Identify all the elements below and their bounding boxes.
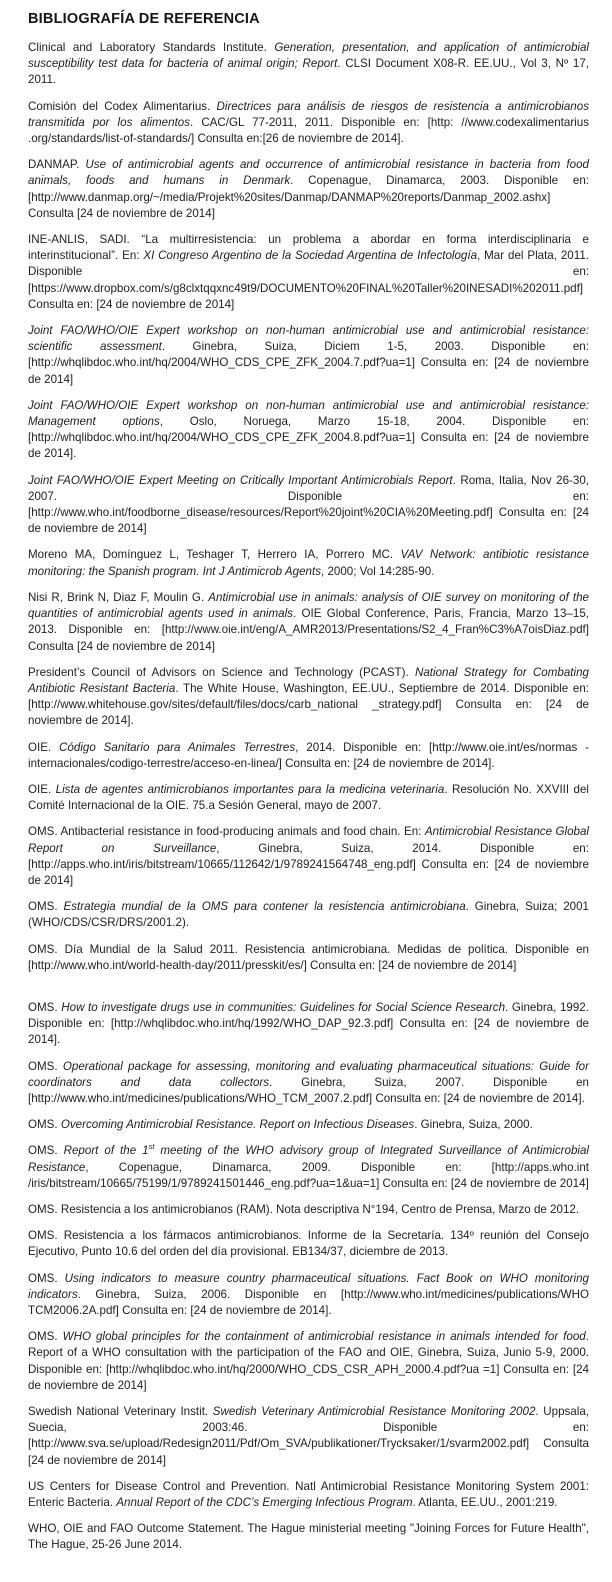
reference-entry (28, 1479, 589, 1511)
reference-text-segment: . Roma, Italia, Nov 26-30, 2007. Disponible en: [http://www.who.int/foodborne_disease/resources/Report%20joint%20CIA%20Meeting.pdf] Consulta en: [24 de noviembre de 2014] (28, 473, 589, 536)
reference-text-segment: WHO global principles for the containment of antimicrobial resistance in animals intended for food (62, 1330, 586, 1344)
reference-text-segment: Using indicators to measure country pharmaceutical situations. Fact Book on WHO monitoring indicators (28, 1271, 589, 1301)
reference-entry (28, 1521, 589, 1553)
reference-text-segment: US Centers for Disease Control and Prevention. Natl Antimicrobial Resistance Monitoring System 2001: Enteric Bacteria. (28, 1479, 589, 1510)
reference-text-segment: . Ginebra, Suiza, 2007. Disponible en [http://www.who.int/medicines/publications/WHO_TCM_2007.2.pdf] Consulta en: [24 de noviembre de 2014]. (28, 1075, 589, 1105)
reference-entry (28, 1271, 589, 1320)
reference-text-segment: . Ginebra, Suiza, 2000. (414, 1118, 533, 1132)
reference-text-segment: Swedish National Veterinary Instit. (28, 1405, 213, 1419)
reference-text-segment: OMS. (28, 1330, 63, 1344)
reference-entry (28, 1202, 589, 1218)
reference-text-segment: . Atlanta, EE.UU., 2001:219. (412, 1496, 558, 1510)
reference-text-segment: OMS. (28, 1000, 62, 1014)
reference-text-segment: WHO, OIE and FAO Outcome Statement. The Hague ministerial meeting "Joining Forces for Future Health", The Hague, 25-26 June 2014. (28, 1522, 589, 1552)
reference-text-segment: Joint FAO/WHO/OIE Expert Meeting on Critically Important Antimicrobials Report (28, 473, 453, 487)
reference-text-segment: . Copenague, Dinamarca, 2003. Disponible en: [http://www.danmap.org/~/media/Projekt%20sites/Danmap/DANMAP%20reports/Danmap_2002.ashx] Consulta [24 de noviembre de 2014] (28, 174, 589, 220)
reference-entry (28, 40, 589, 89)
reference-entry (28, 1059, 589, 1108)
reference-text-segment: Código Sanitario para Animales Terrestres (59, 740, 296, 754)
reference-text-segment: , 2014. Disponible en: [http://www.oie.int/es/normas -internacionales/codigo-terrestre/acceso-en-linea/] Consulta en: [24 de noviembre de 2014]. (28, 740, 589, 770)
reference-text-segment: XI Congreso Argentino de la Sociedad Argentina de Infectología (143, 249, 478, 263)
reference-entry (28, 1000, 589, 1049)
reference-text-segment: . Ginebra, Suiza, Diciem 1-5, 2003. Disponible en: [http://whqlibdoc.who.int/hq/2004/WHO_CDS_CPE_ZFK_2004.7.pdf?ua=1] Consulta en: [24 de noviembre de 2014] (28, 340, 589, 386)
reference-text-segment: OMS. (28, 1271, 65, 1285)
reference-text-segment: Operational package for assessing, monitoring and evaluating pharmaceutical situations: Guide for coordinators and data collectors (28, 1059, 589, 1089)
reference-text-segment: . Resolución No. XXVIII del Comité Internacional de la OIE. 75.a Sesión General, mayo de 2007. (28, 782, 590, 813)
reference-entry (28, 1329, 589, 1394)
reference-text-segment: Moreno MA, Domínguez L, Teshager T, Herrero IA, Porrero MC. (28, 548, 401, 562)
reference-text-segment: Estrategia mundial de la OMS para contener la resistencia antimicrobiana (63, 900, 466, 914)
reference-text-segment: OMS. Resistencia a los antimicrobianos (RAM). Nota descriptiva N°194, Centro de Prensa, Marzo de 2012. (28, 1202, 580, 1216)
page-title: BIBLIOGRAFÍA DE REFERENCIA (28, 11, 260, 27)
reference-text-segment: . Ginebra, 1992. Disponible en: [http://whqlibdoc.who.int/hq/1992/WHO_DAP_92.3.pdf] Consulta en: [24 de noviembre de 2014]. (28, 1000, 589, 1047)
reference-text-segment: , Copenague, Dinamarca, 2009. Disponible en: [http://apps.who.int /iris/bitstream/10665/75199/1/9789241501446_eng.pdf?ua=1&ua=1] Consulta en: [24 de noviembre de 2014] (28, 1160, 589, 1190)
reference-text-segment: . CLSI Document X08-R. EE.UU., Vol 3, Nº 17, 2011. (28, 57, 590, 87)
reference-entry (28, 323, 589, 388)
reference-entry (28, 740, 589, 772)
reference-text-segment: Generation, presentation, and application of antimicrobial susceptibility test data for bacteria of animal origin; Report (28, 41, 590, 71)
reference-entry (28, 99, 589, 148)
reference-text-segment: Report of the 1 (63, 1144, 149, 1158)
reference-entry (28, 665, 589, 730)
reference-text-segment: , Mar del Plata, 2011. Disponible en: [https://www.dropbox.com/s/g8clxtqqxnc49t9/DOCUMENTO%20FINAL%20Taller%20INESADI%202011.pdf] Consulta en: [24 de noviembre de 2014] (28, 249, 590, 311)
reference-entry (28, 232, 589, 313)
reference-text-segment: , Ginebra, Suiza, 2014. Disponible en: [http://apps.who.int/iris/bitstream/10665/112642/1/9789241564748_eng.pdf] Consulta en: [24 de noviembre de 2014] (28, 841, 589, 887)
reference-text-segment: Overcoming Antimicrobial Resistance. Report on Infectious Diseases (60, 1118, 415, 1132)
reference-entry (28, 547, 589, 579)
reference-text-segment: Swedish Veterinary Antimicrobial Resistance Monitoring 2002 (212, 1405, 536, 1419)
reference-text-segment: How to investigate drugs use in communities: Guidelines for Social Science Research (61, 1000, 506, 1014)
reference-text-segment: OMS. (28, 1118, 61, 1132)
reference-text-segment: OMS. (28, 900, 64, 914)
reference-text-segment: Joint FAO/WHO/OIE Expert workshop on non-human antimicrobial use and antimicrobial resistance: Management options (28, 398, 589, 429)
reference-entry (28, 824, 589, 889)
reference-text-segment: OMS. (28, 1144, 64, 1158)
reference-entry (28, 157, 589, 222)
reference-text-segment: st (148, 1142, 155, 1152)
reference-text-segment: INE-ANLIS, SADI. “La multirresistencia: un problema a abordar en forma interdisciplinaria e interinstitucional”. En: (28, 233, 589, 263)
reference-entry (28, 398, 589, 463)
reference-text-segment: . Ginebra, Suiza, 2006. Disponible en [http://www.who.int/medicines/publications/WHO TCM2006.2A.pdf] Consulta en: [24 de noviembre de 2014]. (28, 1287, 589, 1317)
reference-text-segment: VAV Network: antibiotic resistance monitoring: the Spanish program. Int J Antimicrob Agents (28, 548, 590, 578)
reference-text-segment: OIE. (28, 740, 60, 754)
reference-text-segment: OMS. Día Mundial de la Salud 2011. Resistencia antimicrobiana. Medidas de política. Disponible en [http://www.who.int/world-health-day/2011/presskit/es/] Consulta en: [24 de noviembre de 2014] (28, 942, 589, 972)
reference-text-segment: Lista de agentes antimicrobianos importantes para la medicina veterinaria (55, 782, 445, 796)
reference-text-segment: Joint FAO/WHO/OIE Expert workshop on non-human antimicrobial use and antimicrobial resistance: scientific assessment (28, 324, 589, 354)
reference-text-segment: DANMAP. (28, 158, 86, 172)
reference-text-segment: OMS. (28, 1059, 63, 1073)
reference-entry (28, 590, 589, 655)
reference-text-segment: National Strategy for Combating Antibiotic Resistant Bacteria (28, 665, 589, 695)
reference-text-segment: , 2000; Vol 14:285-90. (321, 564, 435, 578)
reference-text-segment: OIE. (28, 782, 56, 796)
reference-text-segment: . Report of a WHO consultation with the participation of the FAO and OIE, Ginebra, Suiza, Junio 5-9, 2000. Disponible en: [http://whqlibdoc.who.int/hq/2000/WHO_CDS_CSR_APH_2000.4.pdf?ua =1] Consulta en: [24 de noviembre de 2014] (28, 1330, 589, 1392)
reference-text-segment: Clinical and Laboratory Standards Institute. (28, 41, 275, 54)
reference-text-segment: . Uppsala, Suecia, 2003:46. Disponible en: [http://www.sva.se/upload/Redesign2011/Pdf/Om_SVA/publikationer/Trycksaker/1/svarm2002.pdf] Consulta [24 de noviembre de 2014] (28, 1405, 590, 1467)
reference-entry (28, 1228, 589, 1260)
reference-text-segment: Directrices para análisis de riesgos de resistencia a antimicrobianos transmitida por los alimentos (28, 99, 589, 129)
reference-text-segment: President’s Council of Advisors on Science and Technology (PCAST). (28, 665, 415, 679)
reference-text-segment: Annual Report of the CDC’s Emerging Infectious Program (116, 1496, 413, 1510)
reference-entry (28, 942, 589, 974)
reference-entry (28, 473, 589, 538)
reference-text-segment: OMS. Resistencia a los fármacos antimicrobianos. Informe de la Secretaría. 134º reunión del Consejo Ejecutivo, Punto 10.6 del orden del día provisional. EB134/37, diciembre de 2013. (28, 1229, 589, 1259)
reference-text-segment: . OIE Global Conference, Paris, Francia, Marzo 13–15, 2013. Disponible en: [http://www.oie.int/eng/A_AMR2013/Presentations/S2_4_Fran%C3%A7oisDiaz.pdf] Consulta [24 de noviembre de 2014] (28, 607, 589, 653)
reference-text-segment: Use of antimicrobial agents and occurrence of antimicrobial resistance in bacteria from food animals, foods and humans in Denmark (28, 158, 589, 188)
reference-entry (28, 1404, 589, 1469)
reference-text-segment: . The White House, Washington, EE.UU., Septiembre de 2014. Disponible en: [http://www.whitehouse.gov/sites/default/files/docs/carb_national _strategy.pdf] Consulta en: [24 de noviembre de 2014]. (28, 681, 589, 728)
reference-text-segment: meeting of the WHO advisory group of Integrated Surveillance of Antimicrobial Resistance (28, 1144, 589, 1174)
reference-text-segment: . Ginebra, Suiza; 2001 (WHO/CDS/CSR/DRS/2001.2). (28, 900, 589, 930)
reference-text-segment: OMS. Antibacterial resistance in food-producing animals and food chain. En: (28, 825, 425, 839)
reference-text-segment: , Oslo, Noruega, Marzo 15-18, 2004. Disponible en: [http://whqlibdoc.who.int/hq/2004/WHO_CDS_CPE_ZFK_2004.8.pdf?ua=1] Consulta en: [24 de noviembre de 2014]. (28, 415, 590, 461)
reference-entry (28, 782, 589, 814)
reference-entry (28, 899, 589, 931)
reference-entry (28, 1117, 589, 1133)
reference-text-segment: Comisión del Codex Alimentarius. (28, 99, 217, 113)
reference-text-segment: Antimicrobial use in animals: analysis of OIE survey on monitoring of the quantities of antimicrobial agents used in animals (28, 590, 590, 621)
reference-list (28, 40, 589, 1554)
reference-text-segment: Nisi R, Brink N, Diaz F, Moulin G. (28, 590, 209, 604)
reference-text-segment: . CAC/GL 77-2011, 2011. Disponible en: [http: //www.codexalimentarius .org/standards/list-of-standards/] Consulta en:[26 de noviembre de 2014]. (28, 115, 590, 146)
reference-entry (28, 1143, 589, 1192)
reference-text-segment: Antimicrobial Resistance Global Report on Surveillance (28, 825, 589, 855)
